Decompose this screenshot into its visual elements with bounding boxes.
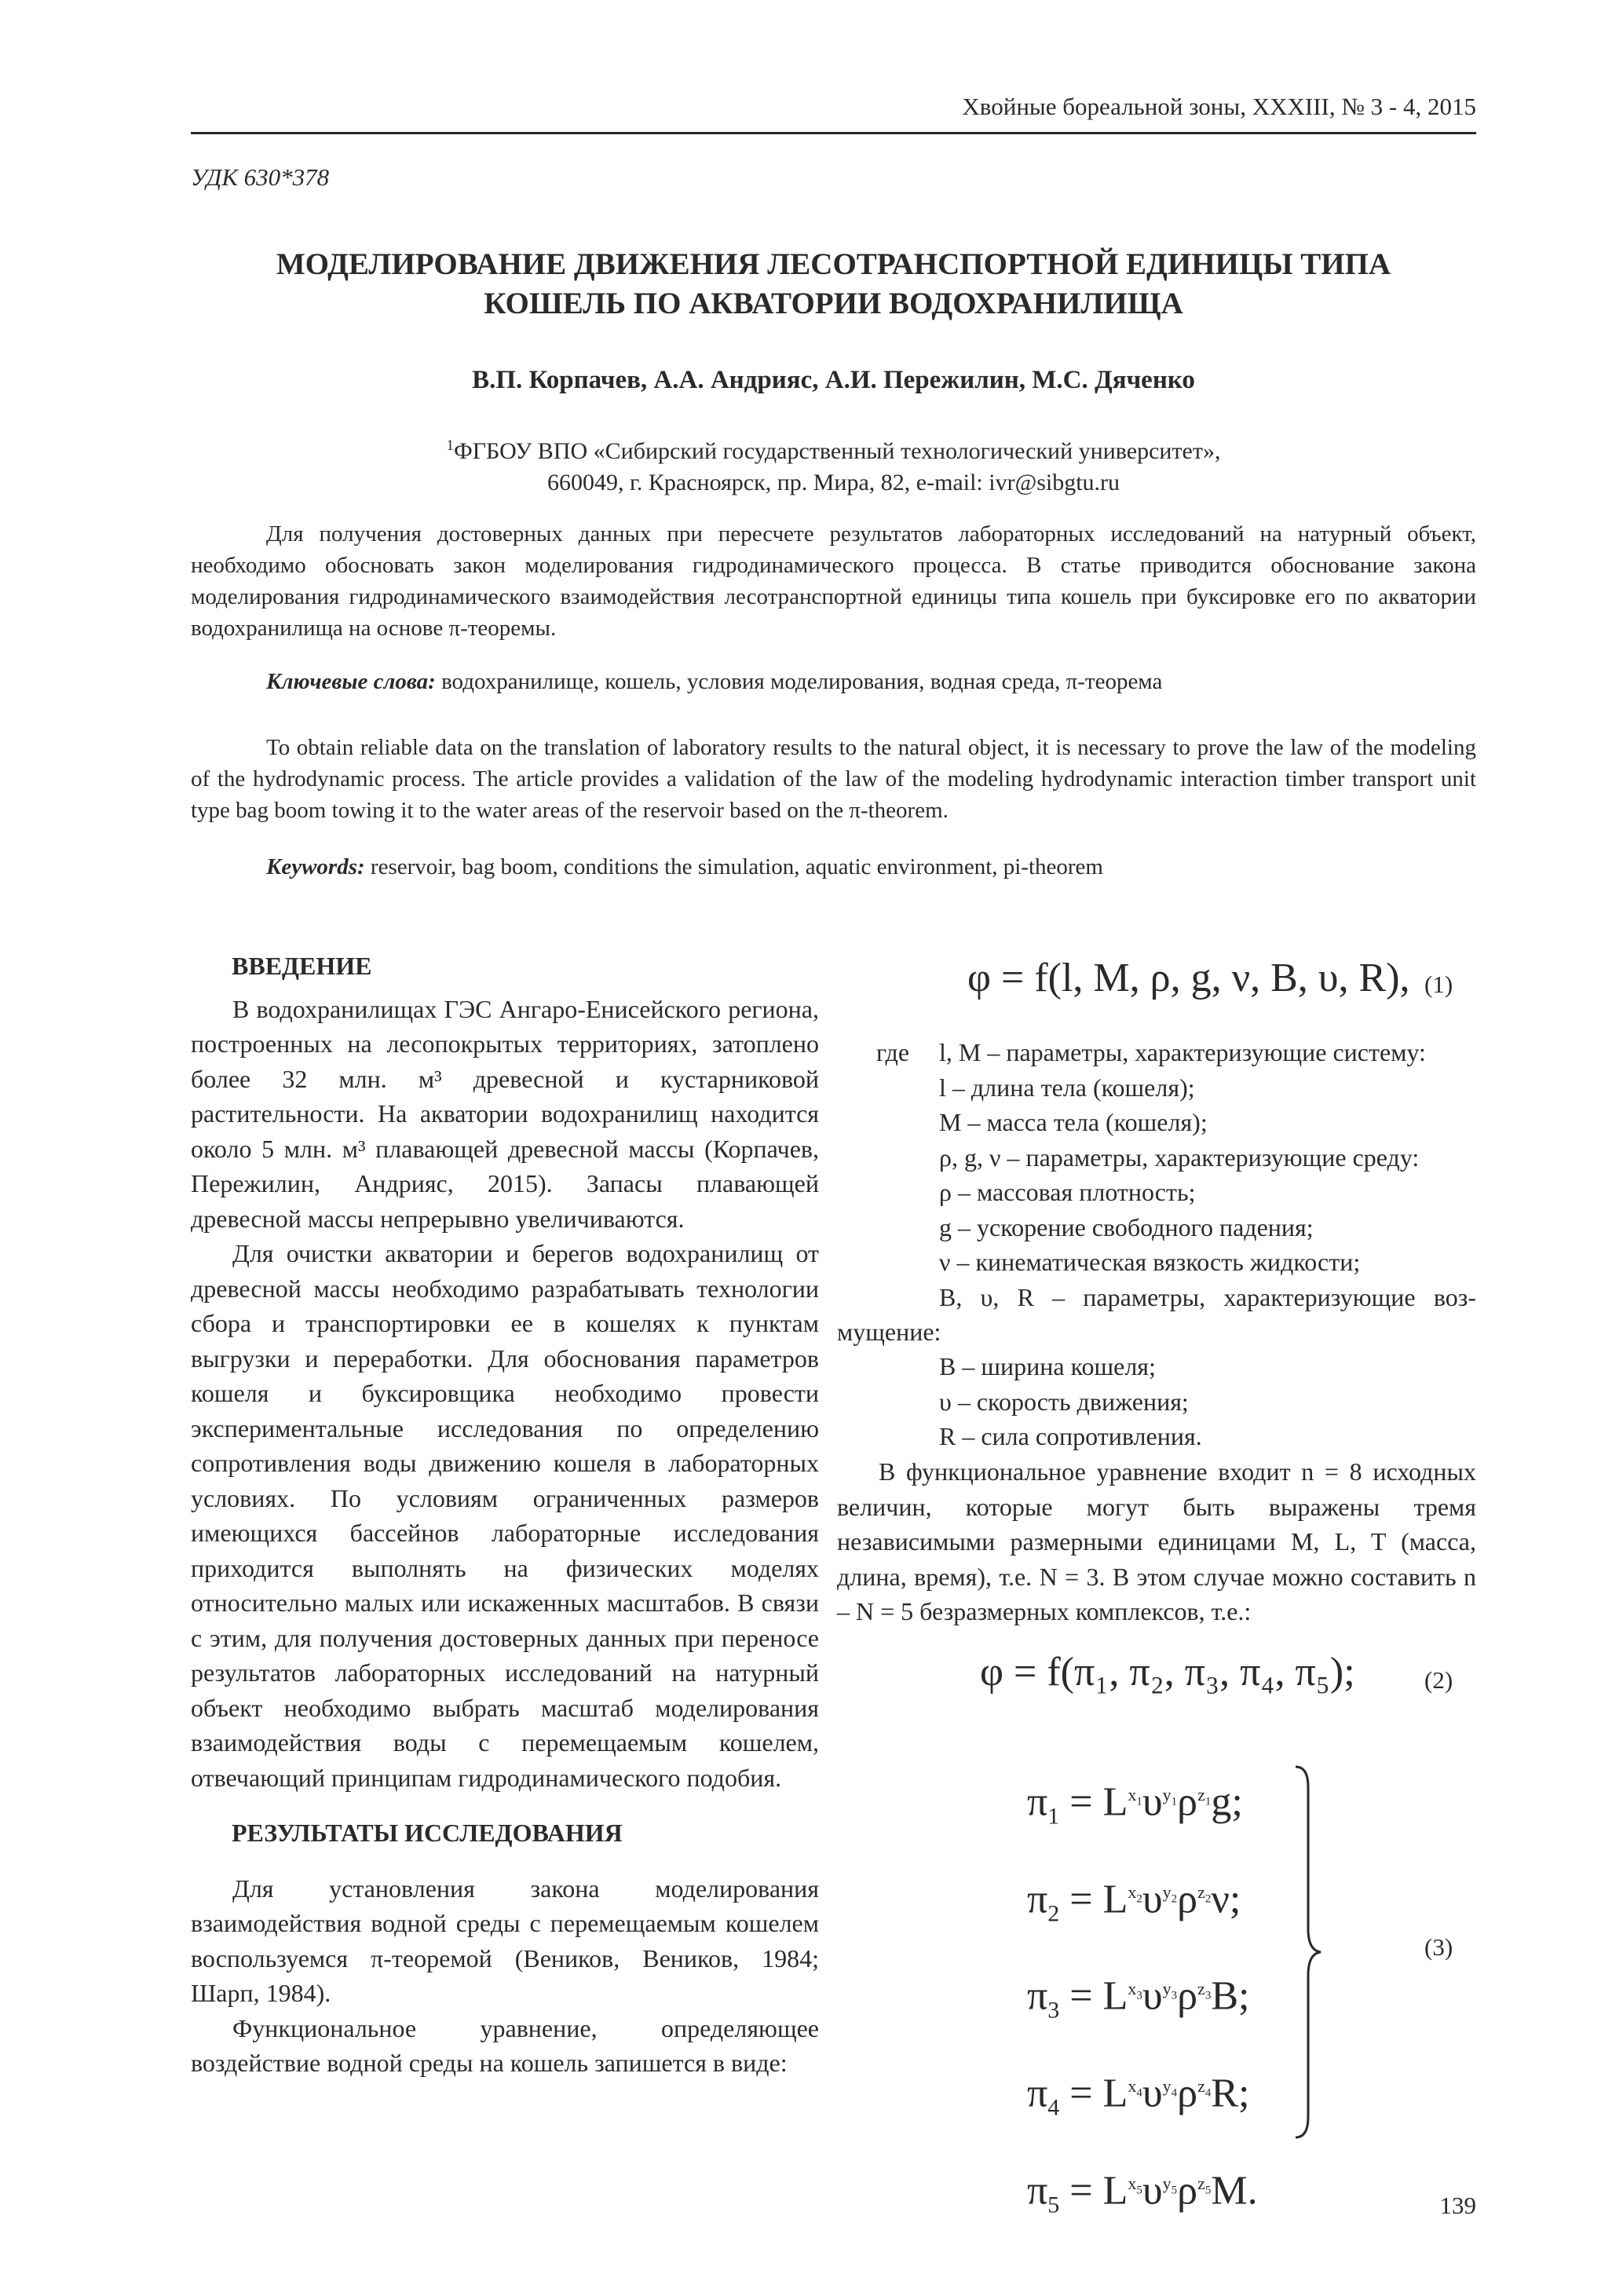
right-brace-icon (1292, 1764, 1324, 2141)
abstract-en: To obtain reliable data on the translation of laboratory results to the natural object, it is necessary to prove the law of the modeling of the hydrodynamic process. The article provides a validation of the law of the modeling hydrodynamic interaction timber transport unit type bag boom towing it to the water areas of the reservoir based on the π-theorem. (191, 735, 1476, 823)
equation-3-number: (3) (1424, 1933, 1453, 1961)
definitions-list-2 (939, 1349, 1202, 1454)
def2-line-3: R – сила сопротивления. (939, 1422, 1202, 1450)
pi-equation-3: $\pi_3 = L^{x_3}\upsilon^{y_3}\rho^{z_3}B$; (1027, 1973, 1250, 2024)
affiliation-sup: 1 (446, 437, 455, 454)
keywords-ru-text: водохранилище, кошель, условия моделирования, водная среда, π-теорема (435, 669, 1163, 694)
affiliation-line-2: 660049, г. Красноярск, пр. Мира, 82, e-mail: ivr@sibgtu.ru (546, 470, 1120, 495)
def-line-6: g – ускорение свободного падения; (939, 1212, 1314, 1241)
page-number: 139 (1439, 2192, 1476, 2219)
def-line-3: M – масса тела (кошеля); (939, 1108, 1208, 1136)
def2-line-1: B – ширина кошеля; (939, 1352, 1156, 1380)
def-line-1: l, M – параметры, характеризующие систему: (939, 1038, 1426, 1066)
authors: В.П. Корпачев, А.А. Андрияс, А.И. Пережилин, М.С. Дяченко (472, 366, 1195, 394)
pi-equation-5: $\pi_5 = L^{x_5}\upsilon^{y_5}\rho^{z_5}M$. (1027, 2168, 1258, 2218)
equation-1-number: (1) (1424, 971, 1453, 998)
definitions-list (939, 1035, 1476, 1314)
title-line-2: КОШЕЛЬ ПО АКВАТОРИИ ВОДОХРАНИЛИЩА (484, 287, 1183, 320)
def-line-4: ρ, g, ν – параметры, характеризующие среду: (939, 1143, 1420, 1172)
keywords-en (191, 851, 1476, 883)
udk-code: УДК 630*378 (191, 163, 330, 191)
equation-1: φ = f(l, M, ρ, g, ν, B, υ, R), (967, 956, 1410, 1000)
results-heading: РЕЗУЛЬТАТЫ ИССЛЕДОВАНИЯ (232, 1819, 623, 1847)
results-paragraph-2: Функциональное уравнение, определяющее воздействие водной среды на кошель запишется в виде: (191, 2013, 819, 2077)
pi-equation-2: $\pi_2 = L^{x_2}\upsilon^{y_2}\rho^{z_2}\nu$; (1027, 1877, 1241, 1927)
keywords-en-label: Keywords: (266, 854, 365, 879)
def2-line-2: υ – скорость движения; (939, 1387, 1189, 1416)
equation-3-system (1027, 1757, 1258, 2243)
functional-text: В функциональное уравнение входит n = 8 исходных величин, которые могут быть выражены тремя независимыми размерными единицами M, L, T (масса, длина, время), т.е. N = 3. В этом случае можно составить n – N = 5 безразмерных комплексов, т.е.: (837, 1457, 1476, 1625)
affiliation (191, 430, 1476, 499)
left-column (191, 949, 819, 2081)
article-title (191, 245, 1476, 324)
def-line-8: B, υ, R – параметры, характеризующие воз- (939, 1282, 1476, 1311)
header-rule (191, 132, 1476, 134)
keywords-ru (191, 666, 1476, 697)
intro-heading: ВВЕДЕНИЕ (232, 952, 372, 980)
where-label: где (876, 1038, 910, 1066)
pi-equation-4: $\pi_4 = L^{x_4}\upsilon^{y_4}\rho^{z_4}R$; (1027, 2071, 1250, 2121)
def-line-7: ν – кинематическая вязкость жидкости; (939, 1248, 1361, 1276)
pi-equation-1: $\pi_1 = L^{x_1}\upsilon^{y_1}\rho^{z_1}g$; (1027, 1779, 1243, 1830)
abstract-ru: Для получения достоверных данных при пересчете результатов лабораторных исследований на натурный объект, необходимо обосновать закон моделирования гидродинамического процесса. В статье приводится обоснование закона моделирования гидродинамического взаимодействия лесотранспортной единицы типа кошель при буксировке его по акватории водохранилища на основе π-теоремы. (191, 521, 1476, 641)
intro-paragraph-2: Для очистки акватории и берегов водохранилищ от древесной массы необходимо разрабатывать технологии сбора и транспортировки ее в кошелях к пунктам выгрузки и переработки. Для обоснования параметров кошеля и буксировщика необходимо провести экспериментальные исследования по определению сопротивления воды движению кошеля в лабораторных условиях. По условиям ограниченных размеров имеющихся бассейнов лабораторные исследования приходится выполнять на физических моделях относительно малых или искаженных масштабов. В связи с этим, для получения достоверных данных при переносе результатов лабораторных исследований на натурный объект необходимо выбрать масштаб моделирования взаимодействия воды с перемещаемым кошелем, отвечающий принципам гидродинамического подобия. (191, 1239, 819, 1792)
intro-paragraph-1: В водохранилищах ГЭС Ангаро-Енисейского региона, построенных на лесопокрытых территориях, затоплено более 32 млн. м³ древесной и кустарниковой растительности. На акватории водохранилищ находится около 5 млн. м³ плавающей древесной массы (Корпачев, Пережилин, Андрияс, 2015). Запасы плавающей древесной массы непрерывно увеличиваются. (191, 994, 819, 1233)
keywords-ru-label: Ключевые слова: (266, 669, 436, 694)
title-line-1: МОДЕЛИРОВАНИЕ ДВИЖЕНИЯ ЛЕСОТРАНСПОРТНОЙ ЕДИНИЦЫ ТИПА (276, 247, 1391, 281)
equation-2: φ = f(π₁, π₂, π₃, π₄, π₅); (980, 1650, 1355, 1695)
def-line-5: ρ – массовая плотность; (939, 1178, 1196, 1206)
results-paragraph-1: Для установления закона моделирования взаимодействия водной среды с перемещаемым кошелем воспользуемся π-теоремой (Веников, Веников, 1984; Шарп, 1984). (191, 1874, 819, 2007)
equation-2-number: (2) (1424, 1666, 1453, 1694)
running-header: Хвойные бореальной зоны, XXXIII, № 3 - 4, 2015 (962, 93, 1476, 120)
affiliation-line-1: ФГБОУ ВПО «Сибирский государственный технологический университет», (454, 438, 1221, 464)
functional-paragraph (837, 1454, 1476, 1629)
keywords-en-text: reservoir, bag boom, conditions the simulation, aquatic environment, pi-theorem (364, 854, 1103, 879)
def-line-2: l – длина тела (кошеля); (939, 1073, 1195, 1102)
def-wrap: мущение: (837, 1318, 941, 1346)
